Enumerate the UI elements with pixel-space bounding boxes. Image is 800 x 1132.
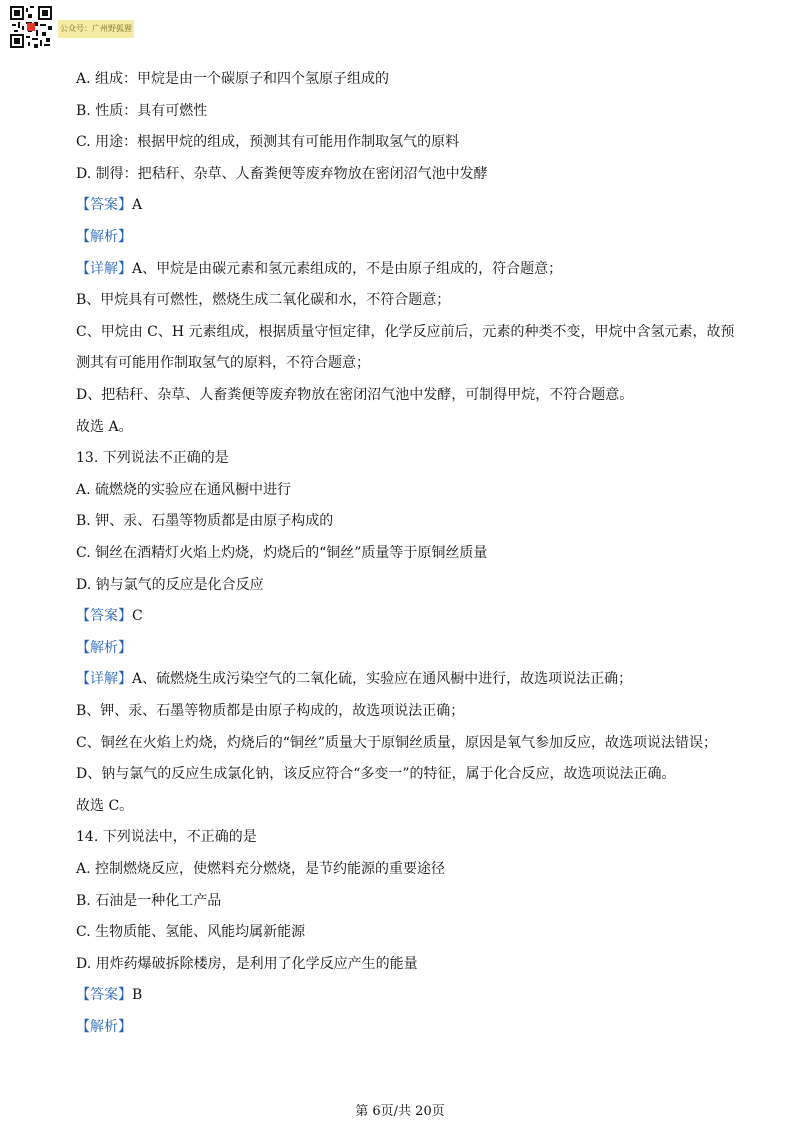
- text-line: C. 生物质能、氢能、风能均属新能源: [76, 924, 306, 941]
- analysis-tag: 【解析】: [76, 639, 132, 656]
- text-line: 故选 C。: [76, 797, 134, 814]
- text-line: 【详解】A、甲烷是由碳元素和氢元素组成的，不是由原子组成的，符合题意；: [76, 260, 563, 277]
- text-line: D. 钠与氯气的反应是化合反应: [76, 576, 264, 593]
- text-line: 【详解】A、硫燃烧生成污染空气的二氧化硫，实验应在通风橱中进行，故选项说法正确；: [76, 671, 633, 688]
- text-line: B. 钾、汞、石墨等物质都是由原子构成的: [76, 513, 334, 530]
- analysis-tag: 【解析】: [76, 229, 132, 245]
- text-line: D. 制得：把秸秆、杂草、人畜粪便等废弃物放在密闭沼气池中发酵: [76, 165, 488, 182]
- text-line: C、铜丝在火焰上灼烧，灼烧后的“铜丝”质量大于原铜丝质量，原因是氧气参加反应，故选项说法错误；: [76, 734, 718, 751]
- text-line: A. 控制燃烧反应，使燃料充分燃烧，是节约能源的重要途径: [76, 861, 446, 877]
- text-line: B. 性质：具有可燃性: [76, 102, 208, 119]
- text-line: 测其有可能用作制取氢气的原料，不符合题意；: [76, 355, 370, 372]
- answer-line: 【答案】B: [76, 987, 143, 1004]
- text-line: 14. 下列说法中，不正确的是: [76, 829, 257, 846]
- answer-line: 【答案】A: [76, 197, 143, 214]
- answer-line: 【答案】C: [76, 608, 143, 625]
- text-line: C. 铜丝在酒精灯火焰上灼烧，灼烧后的“铜丝”质量等于原铜丝质量: [76, 545, 488, 561]
- text-line: B、甲烷具有可燃性，燃烧生成二氧化碳和水，不符合题意；: [76, 292, 451, 309]
- text-line: D、钠与氯气的反应生成氯化钠，该反应符合“多变一”的特征，属于化合反应，故选项说法正确。: [76, 766, 676, 783]
- text-line: A. 硫燃烧的实验应在通风橱中进行: [76, 481, 292, 498]
- text-line: D、把秸秆、杂草、人畜粪便等废弃物放在密闭沼气池中发酵，可制得甲烷，不符合题意。: [76, 387, 634, 403]
- qr-code-icon: [10, 6, 52, 48]
- text-line: C. 用途：根据甲烷的组成，预测其有可能用作制取氢气的原料: [76, 134, 460, 151]
- text-line: 13. 下列说法不正确的是: [76, 450, 229, 467]
- text-line: D. 用炸药爆破拆除楼房，是利用了化学反应产生的能量: [76, 955, 418, 972]
- account-banner: 公众号：广州野狐狸: [58, 20, 134, 38]
- text-line: 故选 A。: [76, 418, 133, 435]
- page-footer: 第 6页/共 20页: [355, 1104, 445, 1119]
- analysis-tag: 【解析】: [76, 1019, 132, 1035]
- text-line: B、钾、汞、石墨等物质都是由原子构成的，故选项说法正确；: [76, 703, 465, 719]
- text-line: A. 组成：甲烷是由一个碳原子和四个氢原子组成的: [76, 71, 390, 87]
- text-line: B. 石油是一种化工产品: [76, 892, 222, 909]
- text-line: C、甲烷由 C、H 元素组成，根据质量守恒定律，化学反应前后，元素的种类不变，甲烷中含氢元素，故预: [76, 323, 735, 340]
